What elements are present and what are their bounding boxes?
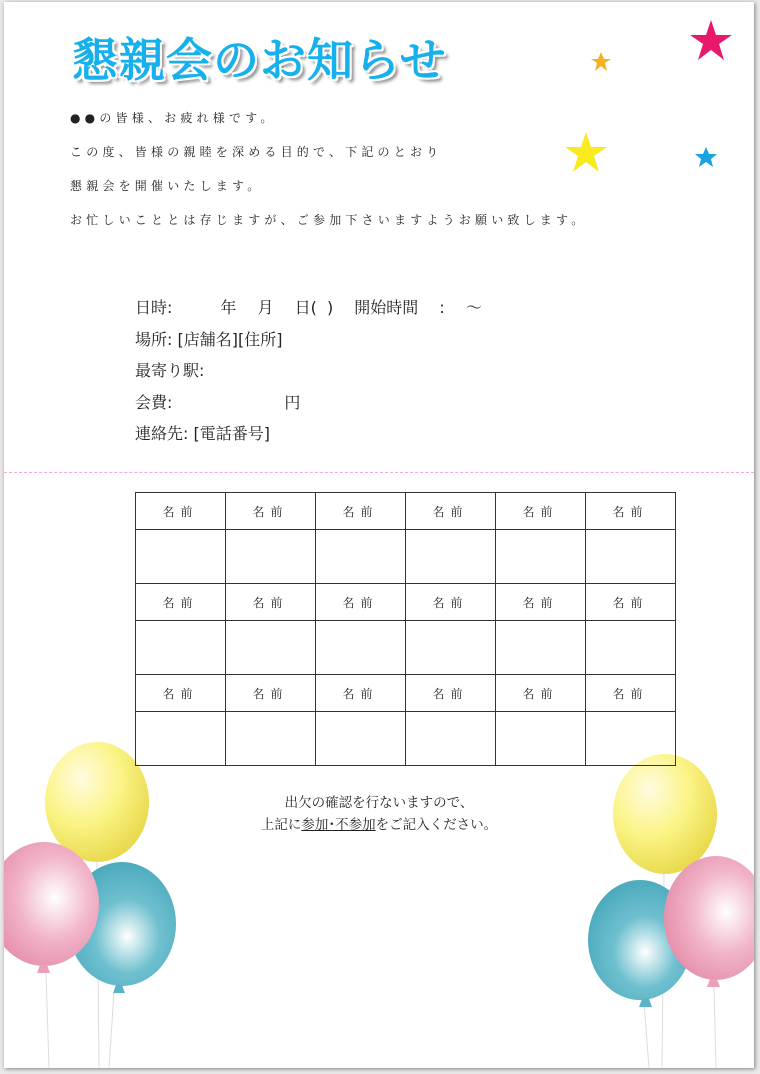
detail-contact: 連絡先: [電話番号] xyxy=(135,424,270,443)
page-title: 懇親会のお知らせ xyxy=(72,33,447,87)
note-suffix: をご記入ください。 xyxy=(375,817,498,833)
note-prefix: 上記に xyxy=(260,817,302,833)
name-entry-cell[interactable] xyxy=(586,621,676,675)
name-header-cell: 名前 xyxy=(136,493,226,530)
name-entry-cell[interactable] xyxy=(406,530,496,584)
intro-line: ●●の皆様、お疲れ様です。 xyxy=(70,111,277,125)
intro-line: この度、皆様の親睦を深める目的で、下記のとおり xyxy=(70,145,443,159)
detail-place: 場所: [店舗名][住所] xyxy=(135,329,283,349)
name-entry-cell[interactable] xyxy=(406,712,496,766)
cut-line xyxy=(4,472,754,473)
name-entry-cell[interactable] xyxy=(226,712,316,766)
star-icon xyxy=(695,147,717,167)
name-entry-cell[interactable] xyxy=(136,621,226,675)
name-header-cell: 名前 xyxy=(586,493,676,530)
name-entry-cell[interactable] xyxy=(316,530,406,584)
name-header-cell: 名前 xyxy=(406,675,496,712)
name-header-cell: 名前 xyxy=(226,675,316,712)
note-underlined: 参加･不参加 xyxy=(301,817,376,833)
name-entry-cell[interactable] xyxy=(496,530,586,584)
name-entry-cell[interactable] xyxy=(496,712,586,766)
name-header-cell: 名前 xyxy=(496,675,586,712)
name-entry-cell[interactable] xyxy=(586,530,676,584)
name-header-cell: 名前 xyxy=(406,493,496,530)
event-details xyxy=(135,296,482,454)
name-entry-cell[interactable] xyxy=(226,530,316,584)
name-header-cell: 名前 xyxy=(586,675,676,712)
name-entry-row xyxy=(136,621,676,675)
name-header-row xyxy=(136,584,676,621)
name-header-cell: 名前 xyxy=(586,584,676,621)
name-header-cell: 名前 xyxy=(136,584,226,621)
name-entry-cell[interactable] xyxy=(136,530,226,584)
star-icon xyxy=(591,52,611,71)
intro-line: 懇親会を開催いたします。 xyxy=(70,179,264,193)
name-header-cell: 名前 xyxy=(136,675,226,712)
name-entry-cell[interactable] xyxy=(136,712,226,766)
star-icon xyxy=(690,20,732,60)
note-line-2 xyxy=(4,814,754,836)
balloons-left xyxy=(4,742,176,1068)
flyer-page xyxy=(4,2,754,1068)
name-header-cell: 名前 xyxy=(226,584,316,621)
name-entry-cell[interactable] xyxy=(316,621,406,675)
name-header-cell: 名前 xyxy=(226,493,316,530)
name-entry-cell[interactable] xyxy=(496,621,586,675)
name-header-row xyxy=(136,493,676,530)
name-header-cell: 名前 xyxy=(406,584,496,621)
name-header-cell: 名前 xyxy=(316,493,406,530)
name-entry-cell[interactable] xyxy=(406,621,496,675)
intro-line: お忙しいこととは存じますが、ご参加下さいますようお願い致します。 xyxy=(70,213,588,227)
name-header-cell: 名前 xyxy=(496,584,586,621)
attendance-note xyxy=(4,792,754,836)
name-header-cell: 名前 xyxy=(496,493,586,530)
name-entry-cell[interactable] xyxy=(316,712,406,766)
name-header-cell: 名前 xyxy=(316,584,406,621)
attendance-table xyxy=(135,492,676,766)
detail-station: 最寄り駅: xyxy=(135,361,205,380)
intro-text xyxy=(70,108,587,244)
detail-fee: 会費: 円 xyxy=(135,392,301,412)
detail-datetime: 日時: 年 月 日( ) 開始時間 : ～ xyxy=(135,298,482,317)
name-header-row xyxy=(136,675,676,712)
name-entry-cell[interactable] xyxy=(226,621,316,675)
note-line-1: 出欠の確認を行ないますので、 xyxy=(284,795,474,811)
name-header-cell: 名前 xyxy=(316,675,406,712)
name-entry-cell[interactable] xyxy=(586,712,676,766)
name-entry-row xyxy=(136,530,676,584)
name-entry-row xyxy=(136,712,676,766)
